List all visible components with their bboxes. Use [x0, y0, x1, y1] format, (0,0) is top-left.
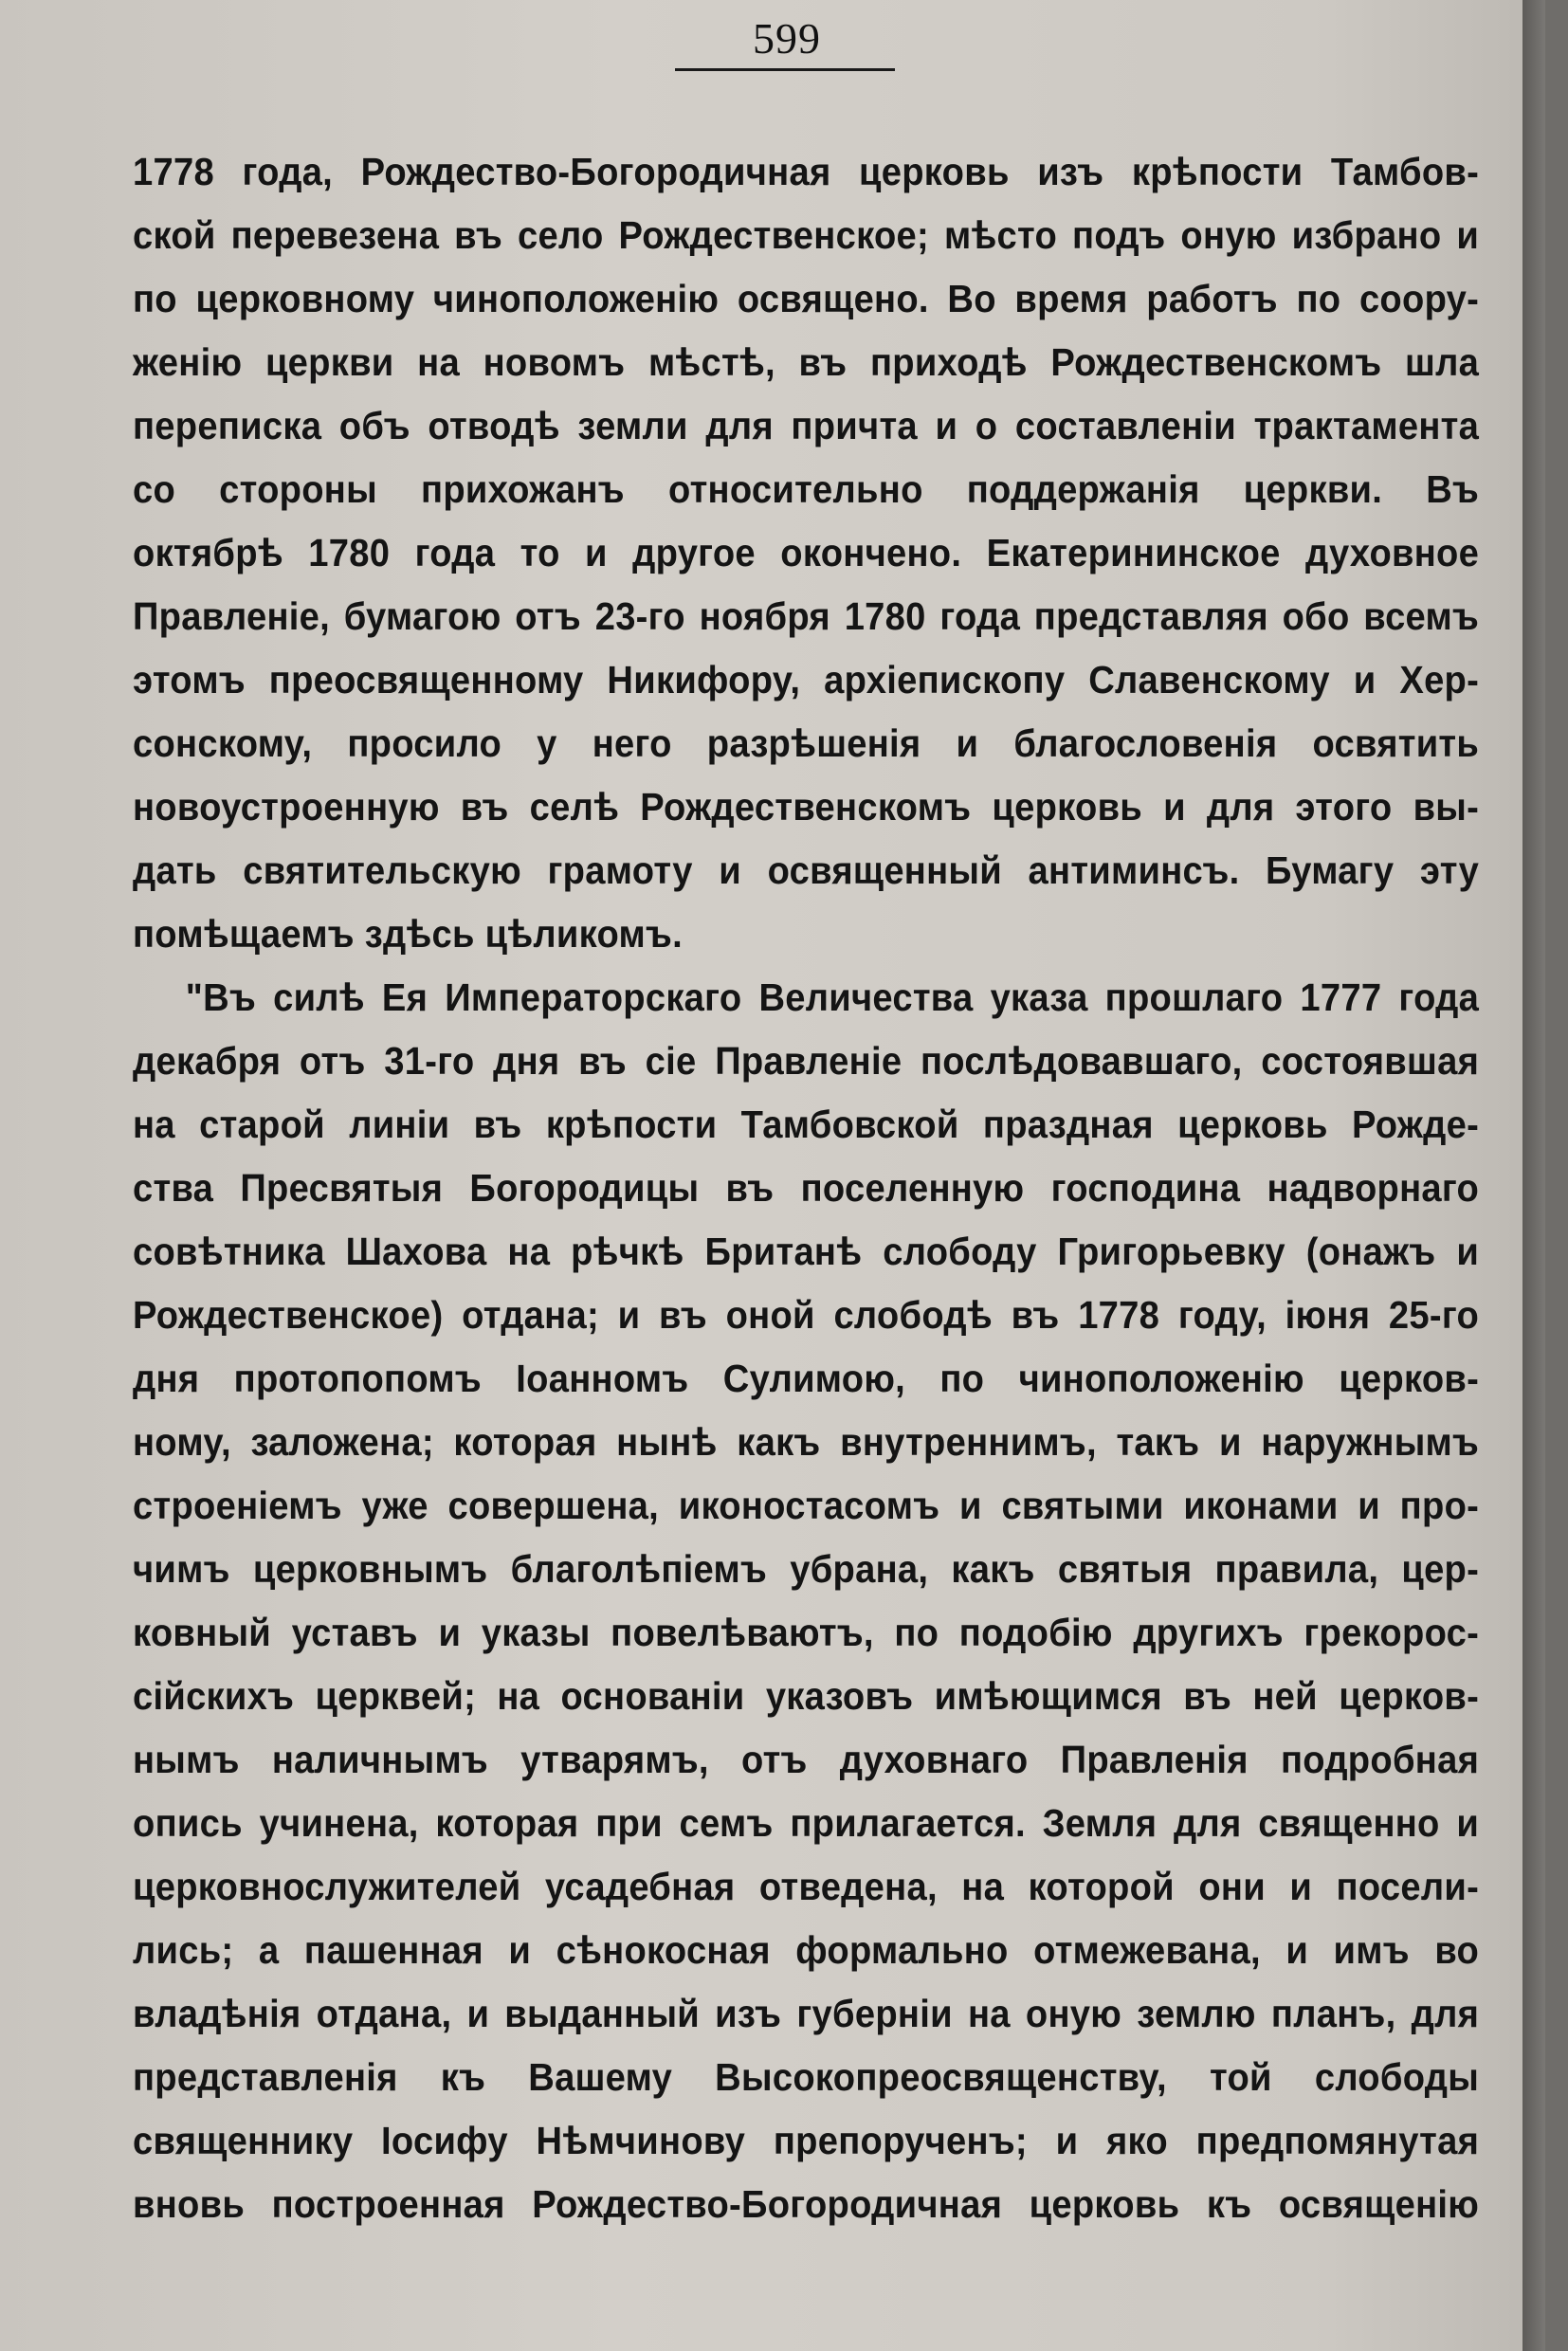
text-line: новоустроенную въ селѣ Рождественскомъ церковь и для этого вы- — [133, 785, 1480, 829]
text-line: женію церкви на новомъ мѣстѣ, въ приходѣ Рождественскомъ шла — [133, 340, 1480, 384]
text-line: ковный уставъ и указы повелѣваютъ, по подобію другихъ грекорос- — [133, 1611, 1480, 1654]
text-line: дня протопопомъ Іоанномъ Сулимою, по чиноположенію церков- — [133, 1357, 1480, 1400]
text-line: дать святительскую грамоту и освященный антиминсъ. Бумагу эту — [133, 848, 1480, 892]
text-line: этомъ преосвященному Никифору, архіепископу Славенскому и Хер- — [133, 658, 1480, 702]
text-line: лись; а пашенная и сѣнокосная формально отмежевана, и имъ во — [133, 1928, 1480, 1972]
text-line: по церковному чиноположенію освящено. Во время работъ по соору- — [133, 277, 1480, 320]
text-line: ства Пресвятыя Богородицы въ поселенную господина надворнаго — [133, 1166, 1480, 1210]
body-text — [133, 140, 1480, 2236]
text-line: ному, заложена; которая нынѣ какъ внутреннимъ, такъ и наружнымъ — [133, 1420, 1480, 1464]
page-edge-shadow — [1522, 0, 1545, 2351]
text-line: со стороны прихожанъ относительно поддержанія церкви. Въ — [133, 467, 1480, 511]
page-number: 599 — [753, 14, 821, 63]
text-line: 1778 года, Рождество-Богородичная церковь изъ крѣпости Тамбов- — [133, 150, 1480, 193]
text-line: "Въ силѣ Ея Императорскаго Величества указа прошлаго 1777 года — [185, 975, 1480, 1019]
text-line: на старой линіи въ крѣпости Тамбовской праздная церковь Рожде- — [133, 1103, 1480, 1146]
text-line: сійскихъ церквей; на основаніи указовъ имѣющимся въ ней церков- — [133, 1674, 1480, 1718]
text-line: представленія къ Вашему Высокопреосвященству, той слободы — [133, 2055, 1480, 2099]
text-line: декабря отъ 31-го дня въ сіе Правленіе послѣдовавшаго, состоявшая — [133, 1039, 1480, 1083]
text-line: совѣтника Шахова на рѣчкѣ Британѣ слободу Григорьевку (онажъ и — [133, 1230, 1480, 1273]
header-rule — [675, 68, 895, 71]
text-line: вновь построенная Рождество-Богородичная церковь къ освященію — [133, 2182, 1480, 2226]
text-line: Правленіе, бумагою отъ 23-го ноября 1780 года представляя обо всемъ — [133, 594, 1480, 638]
text-line: чимъ церковнымъ благолѣпіемъ убрана, какъ святыя правила, цер- — [133, 1547, 1480, 1591]
text-line: переписка объ отводѣ земли для причта и о составленіи трактамента — [133, 404, 1480, 447]
text-line: октябрѣ 1780 года то и другое окончено. Екатерининское духовное — [133, 531, 1480, 574]
text-line: сонскому, просило у него разрѣшенія и благословенія освятить — [133, 721, 1480, 765]
text-line: опись учинена, которая при семъ прилагается. Земля для священно и — [133, 1801, 1480, 1845]
text-line: священнику Іосифу Нѣмчинову препорученъ; и яко предпомянутая — [133, 2119, 1480, 2162]
text-line: ской перевезена въ село Рождественское; мѣсто подъ оную избрано и — [133, 213, 1480, 257]
text-line: помѣщаемъ здѣсь цѣликомъ. — [133, 912, 684, 956]
text-line: владѣнія отдана, и выданный изъ губерніи на оную землю планъ, для — [133, 1992, 1480, 2035]
text-line: нымъ наличнымъ утварямъ, отъ духовнаго Правленія подробная — [133, 1738, 1480, 1781]
text-line: Рождественское) отдана; и въ оной слободѣ въ 1778 году, іюня 25-го — [133, 1293, 1480, 1337]
text-line: строеніемъ уже совершена, иконостасомъ и святыми иконами и про- — [133, 1484, 1480, 1527]
text-line: церковнослужителей усадебная отведена, на которой они и посели- — [133, 1865, 1480, 1908]
